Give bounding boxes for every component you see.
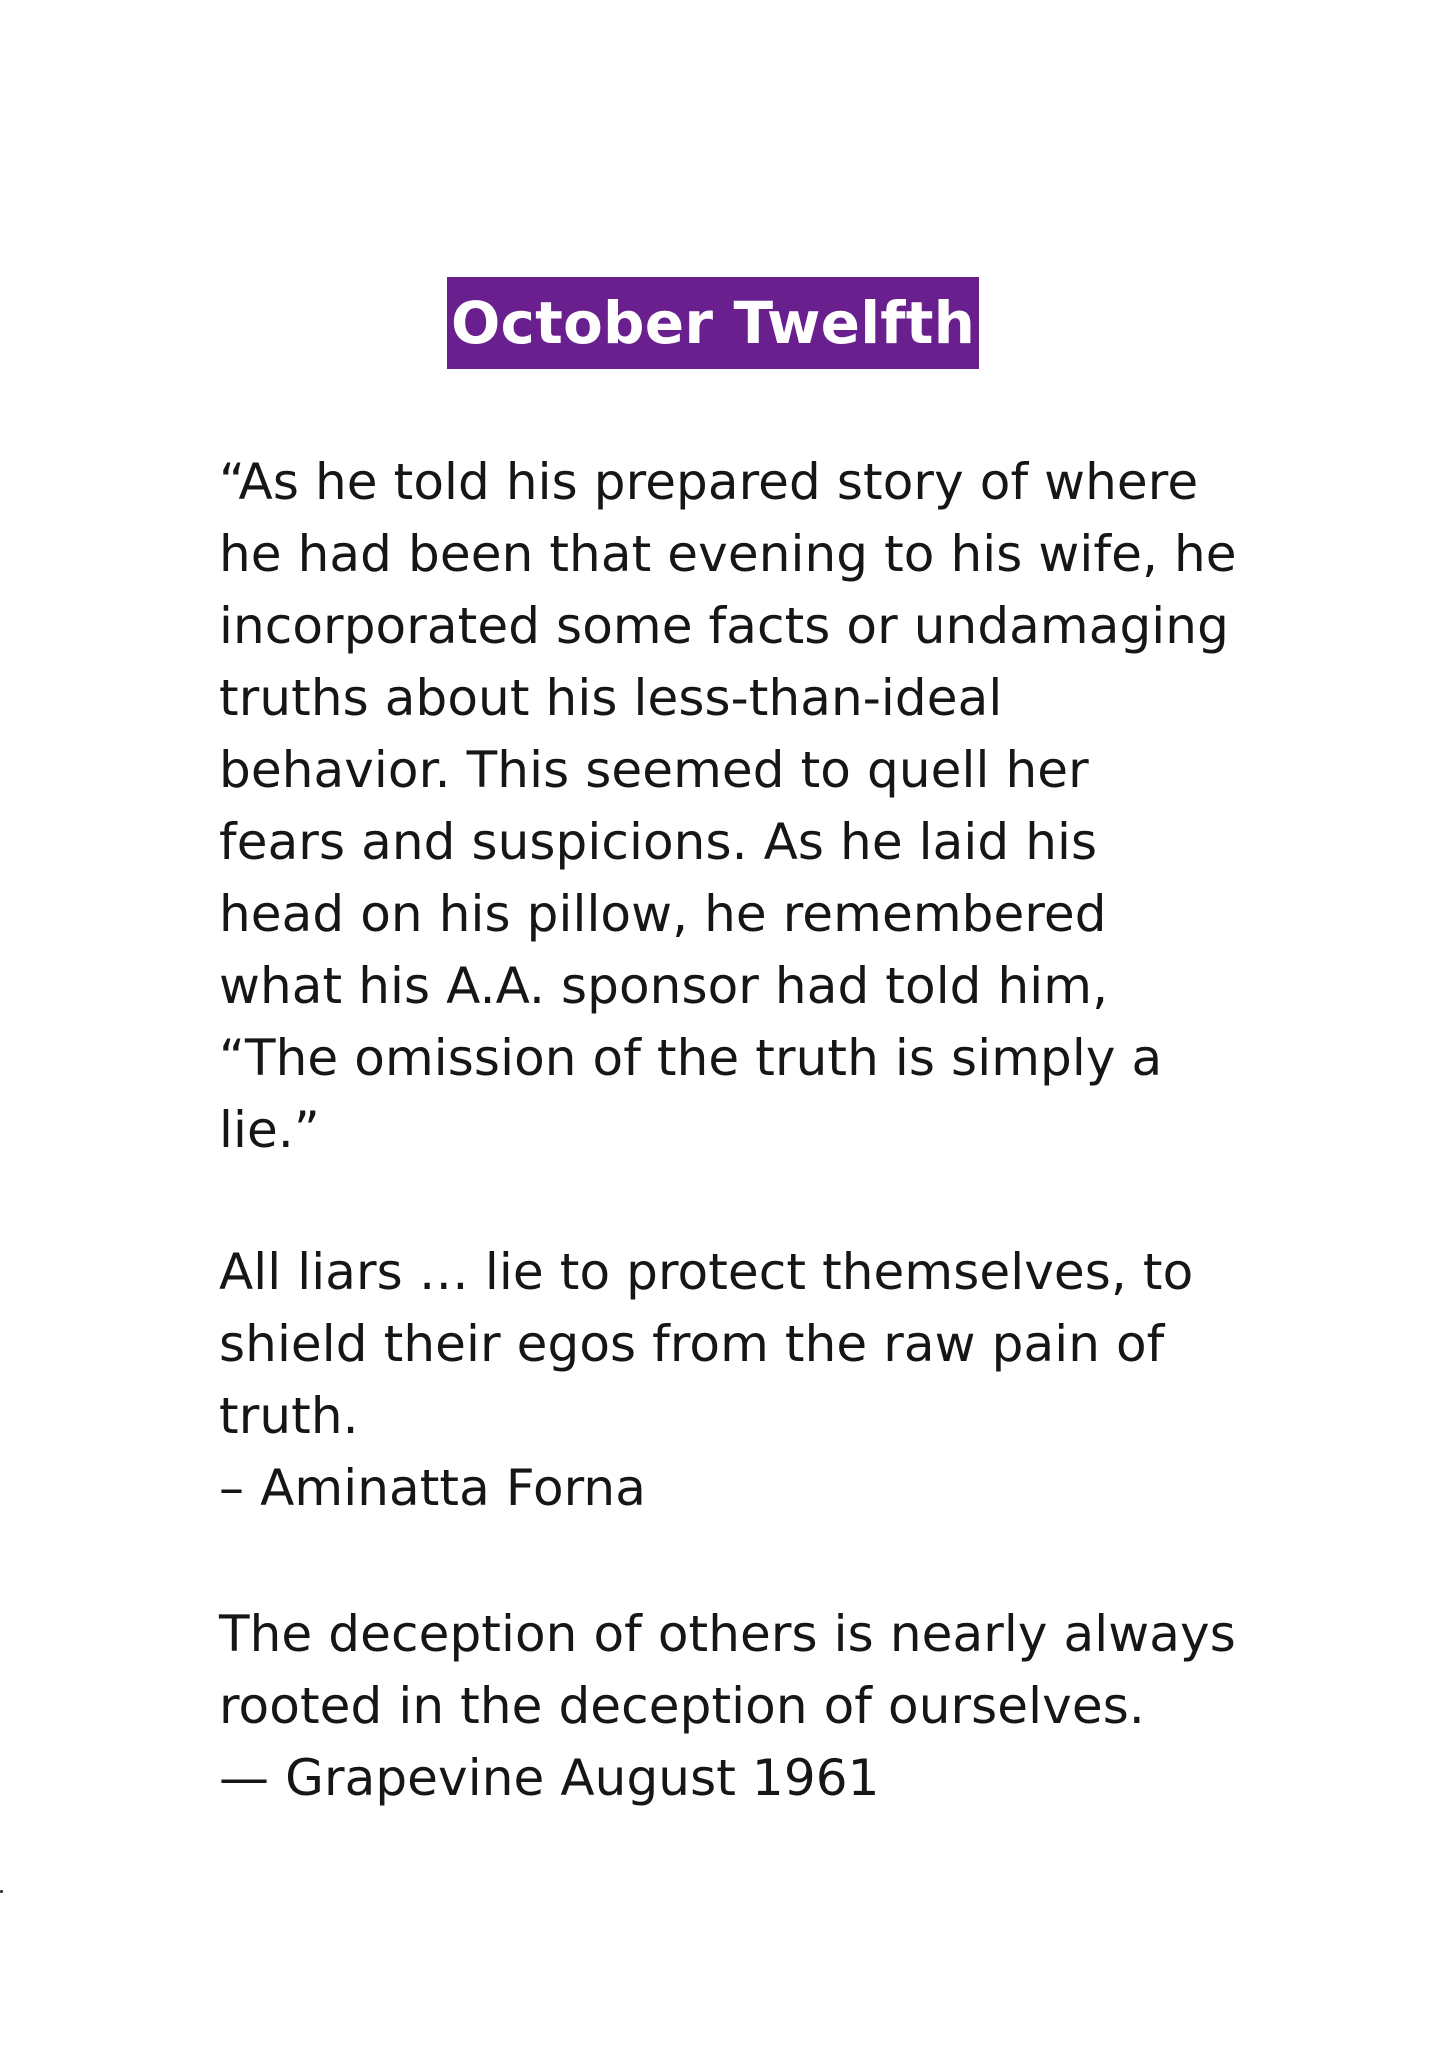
story-line: head on his pillow, he remembered xyxy=(219,885,1107,943)
quote-attribution: – Aminatta Forna xyxy=(219,1459,646,1517)
page-title: October Twelfth xyxy=(451,289,976,357)
story-line: “The omission of the truth is simply a xyxy=(219,1029,1163,1087)
quote-line: All liars … lie to protect themselves, to xyxy=(219,1243,1194,1301)
story-line: truths about his less-than-ideal xyxy=(219,669,1003,727)
story-line: lie.” xyxy=(219,1101,320,1159)
quote-line: rooted in the deception of ourselves. xyxy=(219,1677,1145,1735)
quote-attribution: — Grapevine August 1961 xyxy=(219,1749,880,1807)
quote-line: The deception of others is nearly always xyxy=(219,1605,1236,1663)
title-banner xyxy=(447,277,979,369)
scan-speck xyxy=(0,1890,3,1893)
story-line: “As he told his prepared story of where xyxy=(219,453,1199,511)
quote-line: truth. xyxy=(219,1387,359,1445)
story-line: incorporated some facts or undamaging xyxy=(219,597,1229,655)
story-line: fears and suspicions. As he laid his xyxy=(219,813,1098,871)
story-line: he had been that evening to his wife, he xyxy=(219,525,1237,583)
quote-line: shield their egos from the raw pain of xyxy=(219,1315,1165,1373)
story-line: behavior. This seemed to quell her xyxy=(219,741,1089,799)
story-line: what his A.A. sponsor had told him, xyxy=(219,957,1109,1015)
